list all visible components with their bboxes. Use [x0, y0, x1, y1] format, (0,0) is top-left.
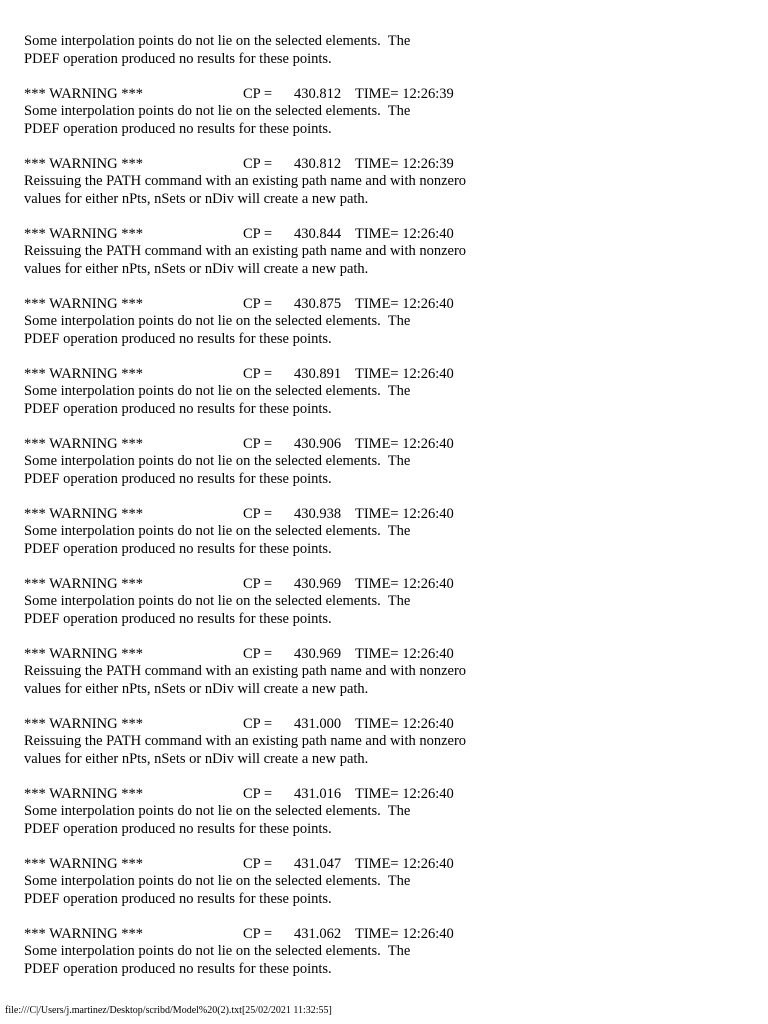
- warning-message-line: Some interpolation points do not lie on the selected elements. The: [24, 523, 411, 539]
- time-value: [355, 786, 454, 804]
- time-label: TIME=: [355, 575, 399, 592]
- warning-message-line: Some interpolation points do not lie on the selected elements. The: [24, 313, 411, 329]
- warning-message-line: PDEF operation produced no results for these points.: [24, 400, 332, 417]
- file-path-footer: file:///C|/Users/j.martinez/Desktop/scribd/Model%20(2).txt[25/02/2021 11:32:55]: [5, 1005, 332, 1016]
- warning-entry: [24, 856, 744, 926]
- cp-value: 430.969: [294, 575, 342, 592]
- time-stamp: 12:26:39: [402, 155, 454, 172]
- warning-label: *** WARNING ***: [24, 435, 143, 452]
- time-label: TIME=: [355, 365, 399, 382]
- warning-label: *** WARNING ***: [24, 505, 143, 522]
- warning-message-line: PDEF operation produced no results for these points.: [24, 120, 332, 137]
- warning-message-line: values for either nPts, nSets or nDiv will create a new path.: [24, 190, 369, 207]
- warning-entry: [24, 366, 744, 436]
- warning-label: *** WARNING ***: [24, 645, 143, 662]
- warning-header: [24, 296, 744, 314]
- warning-message-line: Some interpolation points do not lie on the selected elements. The: [24, 593, 411, 609]
- intro-line: Some interpolation points do not lie on the selected elements. The: [24, 33, 411, 49]
- warning-entry: [24, 156, 744, 226]
- warning-header: [24, 366, 744, 384]
- warning-message-line: Reissuing the PATH command with an existing path name and with nonzero: [24, 663, 467, 679]
- warning-label: *** WARNING ***: [24, 925, 143, 942]
- time-stamp: 12:26:40: [402, 925, 454, 942]
- cp-label: CP =: [243, 505, 272, 522]
- blank-line: [24, 488, 744, 506]
- warning-message-line: PDEF operation produced no results for these points.: [24, 890, 332, 907]
- blank-line: [24, 278, 744, 296]
- time-label: TIME=: [355, 785, 399, 802]
- time-label: TIME=: [355, 155, 399, 172]
- warning-entry: [24, 646, 744, 716]
- warning-label: *** WARNING ***: [24, 715, 143, 732]
- blank-line: [24, 348, 744, 366]
- warning-message-line: PDEF operation produced no results for these points.: [24, 470, 332, 487]
- warnings-list: [24, 86, 744, 979]
- time-value: [355, 156, 454, 174]
- time-stamp: 12:26:39: [402, 85, 454, 102]
- cp-label: CP =: [243, 645, 272, 662]
- time-stamp: 12:26:40: [402, 855, 454, 872]
- time-stamp: 12:26:40: [402, 365, 454, 382]
- blank-line: [24, 698, 744, 716]
- time-value: [355, 576, 454, 594]
- warning-message-line: Reissuing the PATH command with an existing path name and with nonzero: [24, 173, 467, 189]
- time-stamp: 12:26:40: [402, 575, 454, 592]
- warning-label: *** WARNING ***: [24, 225, 143, 242]
- time-label: TIME=: [355, 925, 399, 942]
- cp-value: 431.016: [294, 785, 342, 802]
- warning-entry: [24, 576, 744, 646]
- time-label: TIME=: [355, 855, 399, 872]
- cp-label: CP =: [243, 365, 272, 382]
- time-stamp: 12:26:40: [402, 645, 454, 662]
- time-label: TIME=: [355, 225, 399, 242]
- cp-value: 430.812: [294, 85, 342, 102]
- cp-label: CP =: [243, 295, 272, 312]
- time-label: TIME=: [355, 505, 399, 522]
- time-label: TIME=: [355, 435, 399, 452]
- warning-label: *** WARNING ***: [24, 85, 143, 102]
- cp-value: 430.891: [294, 365, 342, 382]
- cp-label: CP =: [243, 715, 272, 732]
- time-stamp: 12:26:40: [402, 435, 454, 452]
- blank-line: [24, 208, 744, 226]
- blank-line: [24, 768, 744, 786]
- warning-header: [24, 226, 744, 244]
- cp-label: CP =: [243, 155, 272, 172]
- warning-header: [24, 856, 744, 874]
- blank-line: [24, 138, 744, 156]
- warning-message-line: Some interpolation points do not lie on the selected elements. The: [24, 873, 411, 889]
- time-stamp: 12:26:40: [402, 785, 454, 802]
- cp-value: 431.047: [294, 855, 342, 872]
- warning-message-line: Reissuing the PATH command with an existing path name and with nonzero: [24, 733, 467, 749]
- blank-line: [24, 628, 744, 646]
- cp-label: CP =: [243, 855, 272, 872]
- blank-line: [24, 418, 744, 436]
- cp-value: 430.906: [294, 435, 342, 452]
- warning-message-line: Reissuing the PATH command with an existing path name and with nonzero: [24, 243, 467, 259]
- warning-message-line: PDEF operation produced no results for these points.: [24, 540, 332, 557]
- warning-header: [24, 156, 744, 174]
- time-stamp: 12:26:40: [402, 225, 454, 242]
- warning-entry: [24, 436, 744, 506]
- cp-label: CP =: [243, 85, 272, 102]
- warning-entry: [24, 226, 744, 296]
- time-value: [355, 436, 454, 454]
- warning-entry: [24, 86, 744, 156]
- cp-label: CP =: [243, 435, 272, 452]
- cp-value: 431.000: [294, 715, 342, 732]
- warning-header: [24, 716, 744, 734]
- time-stamp: 12:26:40: [402, 505, 454, 522]
- cp-value: 430.844: [294, 225, 342, 242]
- cp-label: CP =: [243, 925, 272, 942]
- warning-entry: [24, 786, 744, 856]
- time-stamp: 12:26:40: [402, 295, 454, 312]
- warning-message-line: Some interpolation points do not lie on the selected elements. The: [24, 803, 411, 819]
- warning-label: *** WARNING ***: [24, 295, 143, 312]
- warning-label: *** WARNING ***: [24, 365, 143, 382]
- time-value: [355, 646, 454, 664]
- time-label: TIME=: [355, 715, 399, 732]
- intro-line: PDEF operation produced no results for these points.: [24, 50, 332, 67]
- warning-entry: [24, 296, 744, 366]
- warning-message-line: PDEF operation produced no results for these points.: [24, 820, 332, 837]
- warning-label: *** WARNING ***: [24, 785, 143, 802]
- warning-message-line: values for either nPts, nSets or nDiv will create a new path.: [24, 750, 369, 767]
- warning-message-line: Some interpolation points do not lie on the selected elements. The: [24, 383, 411, 399]
- cp-value: 430.875: [294, 295, 342, 312]
- warning-message-line: Some interpolation points do not lie on the selected elements. The: [24, 103, 411, 119]
- time-value: [355, 226, 454, 244]
- warning-entry: [24, 926, 744, 979]
- warning-header: [24, 646, 744, 664]
- warning-message-line: PDEF operation produced no results for these points.: [24, 960, 332, 977]
- warning-header: [24, 576, 744, 594]
- warning-header: [24, 86, 744, 104]
- blank-line: [24, 838, 744, 856]
- time-value: [355, 366, 454, 384]
- time-value: [355, 296, 454, 314]
- time-label: TIME=: [355, 85, 399, 102]
- log-text: [24, 33, 744, 978]
- warning-label: *** WARNING ***: [24, 155, 143, 172]
- warning-message-line: Some interpolation points do not lie on the selected elements. The: [24, 943, 411, 959]
- time-value: [355, 856, 454, 874]
- warning-message-line: PDEF operation produced no results for these points.: [24, 610, 332, 627]
- warning-message-line: values for either nPts, nSets or nDiv will create a new path.: [24, 260, 369, 277]
- time-value: [355, 926, 454, 944]
- cp-label: CP =: [243, 785, 272, 802]
- time-value: [355, 86, 454, 104]
- time-value: [355, 506, 454, 524]
- cp-value: 430.812: [294, 155, 342, 172]
- warning-header: [24, 506, 744, 524]
- cp-value: 430.938: [294, 505, 342, 522]
- warning-entry: [24, 506, 744, 576]
- warning-header: [24, 786, 744, 804]
- cp-value: 430.969: [294, 645, 342, 662]
- warning-message-line: PDEF operation produced no results for these points.: [24, 330, 332, 347]
- warning-label: *** WARNING ***: [24, 575, 143, 592]
- blank-line: [24, 558, 744, 576]
- time-label: TIME=: [355, 295, 399, 312]
- blank-line: [24, 68, 744, 86]
- cp-value: 431.062: [294, 925, 342, 942]
- warning-header: [24, 436, 744, 454]
- blank-line: [24, 908, 744, 926]
- warning-entry: [24, 716, 744, 786]
- warning-message-line: values for either nPts, nSets or nDiv will create a new path.: [24, 680, 369, 697]
- time-label: TIME=: [355, 645, 399, 662]
- warning-label: *** WARNING ***: [24, 855, 143, 872]
- warning-message-line: Some interpolation points do not lie on the selected elements. The: [24, 453, 411, 469]
- time-stamp: 12:26:40: [402, 715, 454, 732]
- time-value: [355, 716, 454, 734]
- cp-label: CP =: [243, 225, 272, 242]
- warning-header: [24, 926, 744, 944]
- cp-label: CP =: [243, 575, 272, 592]
